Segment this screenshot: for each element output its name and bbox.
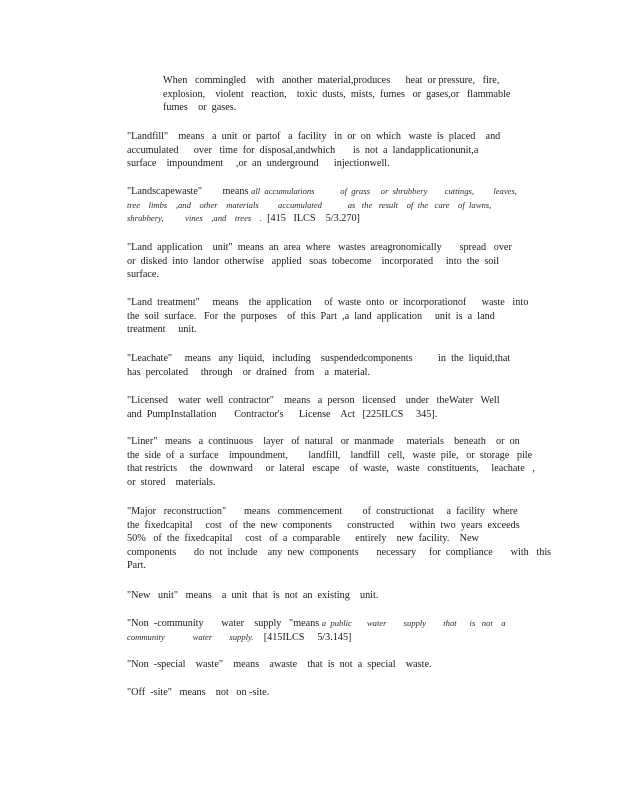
text-line: "Major reconstruction" means commencement of constructionat a facility where [127,506,518,517]
definition-land-treatment [127,296,527,337]
citation: [415ILCS 5/3.145] [263,631,352,643]
definition-landscape-waste [127,185,527,226]
definition-off-site [127,686,527,700]
text-line: "Leachate" means any liquid, including suspendedcomponents in the liquid,that [127,353,511,364]
text-line: Part. [127,560,146,571]
statutory-italic-text: a public water supply that is not a [321,618,506,628]
text-line: "Liner" means a continuous layer of natural or manmade materials beneath or on [127,436,520,447]
definition-licensed-water-well-contractor [127,394,527,421]
citation: [415 ILCS 5/3.270] [267,213,360,224]
text-line: accumulated over time for disposal,andwhich is not a landapplicationunit,a [127,144,479,156]
text-line: "Land treatment" means the application of waste onto or incorporationof waste into [127,297,529,308]
means-text: means [293,618,320,629]
definition-new-unit [127,589,527,603]
definition-major-reconstruction [127,505,552,573]
text-line: fumes or gases. [163,102,237,113]
text-line [127,631,527,645]
text-line [127,185,527,199]
statutory-italic-line: tree limbs ,and other materials accumulated as the result of the care of lawns, [127,199,492,210]
definition-land-application-unit [127,241,527,282]
term-text: "Non -community water supply " [127,618,294,629]
text-line: components do not include any new components necessary for compliance with this [127,546,552,558]
paragraph-hazard-continuation [163,74,523,115]
text-line: 50% of the fixedcapital cost of a comparable entirely new facility. New [127,533,479,544]
text-line: that restricts the downward or lateral escape of waste, waste constituents, leachate , [127,463,535,474]
definition-leachate [127,352,527,379]
text-line: the soil surface. For the purposes of this Part ,a land application unit is a land [127,310,495,322]
definition-non-special-waste [127,658,527,672]
means-text: means [222,186,249,197]
definition-non-community-water-supply [127,617,527,644]
text-line: When commingled with another material,produces heat or pressure, fire, [163,75,500,86]
text-line: "Off -site" means not on -site. [127,687,270,698]
text-line: treatment unit. [127,324,197,335]
text-line: the fixedcapital cost of the new components constructed within two years exceeds [127,519,520,531]
text-line: "Landfill" means a unit or partof a facility in or on which waste is placed and [127,131,501,142]
text-line: "Licensed water well contractor" means a person licensed under theWater Well [127,395,500,406]
text-line: and PumpInstallation Contractor's License Act [225ILCS 345]. [127,408,438,420]
definition-landfill [127,130,527,171]
text-line: surface impoundment ,or an underground injectionwell. [127,158,390,169]
term-text: "Landscapewaste" [127,186,203,197]
text-line: the side of a surface impoundment, landfill, landfill cell, waste pile, or storage pile [127,449,533,461]
text-line: explosion, violent reaction, toxic dusts, mists, fumes or gases,or flammable [163,88,511,100]
text-line: or stored materials. [127,476,216,488]
statutory-italic-text: all accumulations of grass or shrubbery cuttings, leaves, [251,186,517,196]
statutory-italic-text: shrubbery, vines ,and trees . [127,213,263,223]
text-line: or disked into landor otherwise applied soas tobecome incorporated into the soil [127,255,500,267]
text-line: "New unit" means a unit that is not an existing unit. [127,590,379,601]
text-line: has percolated through or drained from a material. [127,366,371,378]
text-line [127,212,527,226]
text-line: "Non -special waste" means awaste that is not a special waste. [127,659,432,670]
statutory-italic-text: community water supply. [127,631,254,642]
text-line: "Land application unit" means an area where wastes areagronomically spread over [127,242,512,253]
text-line: surface. [127,269,159,280]
text-line [127,617,527,631]
definition-liner [127,435,535,489]
